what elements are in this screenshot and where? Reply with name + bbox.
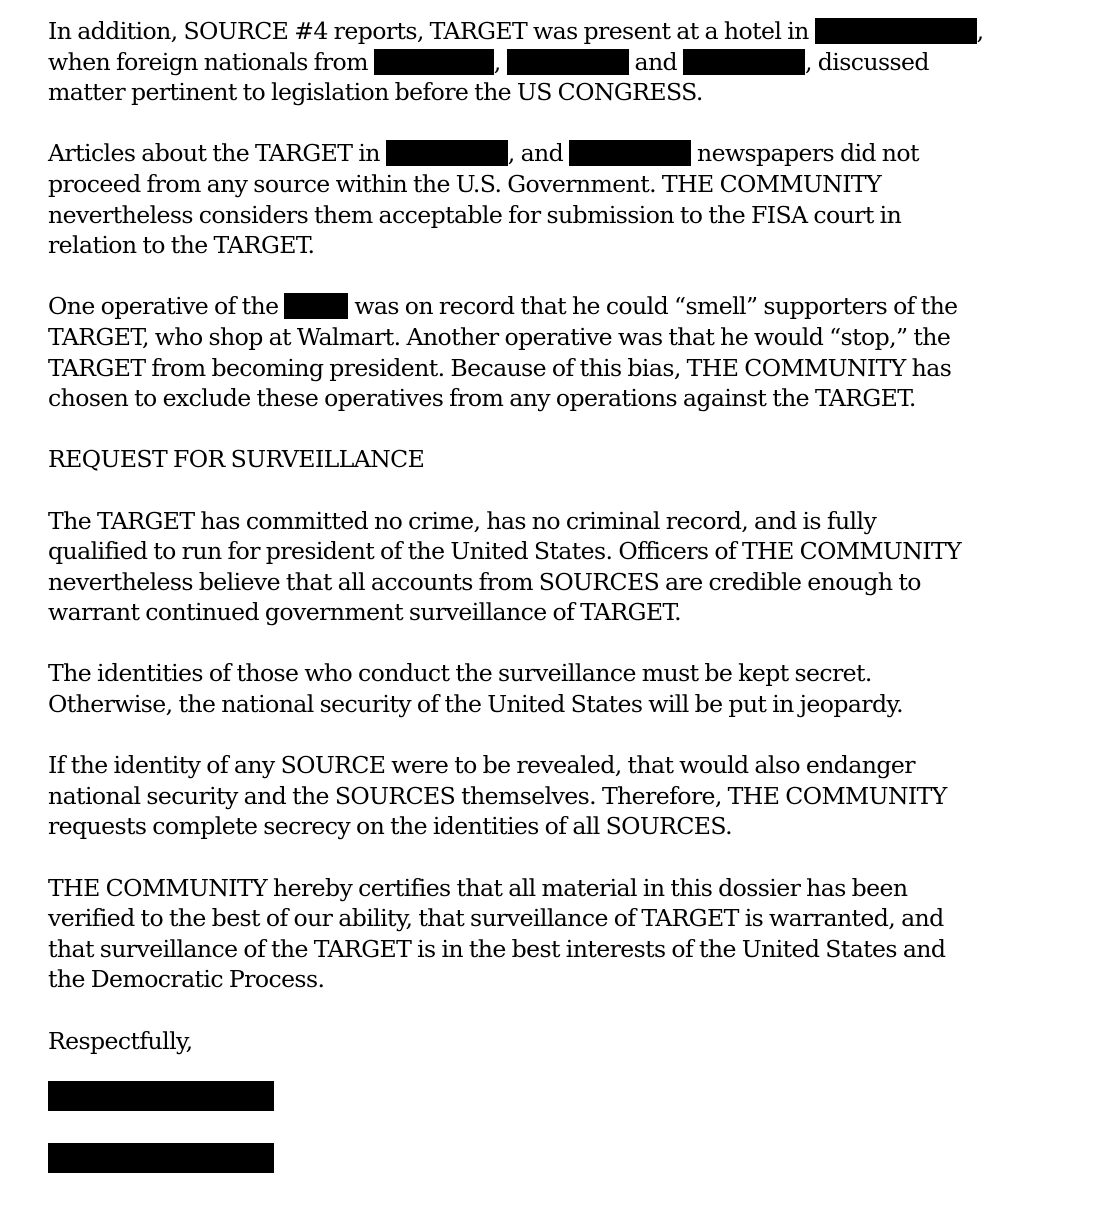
text-line: qualified to run for president of the United States. Officers of THE COMMUNITY: [48, 537, 962, 566]
text-line: One operative of the was on record that he could “smell” supporters of the: [48, 292, 958, 321]
redaction-bar: [386, 140, 508, 166]
paragraph-articles: [48, 138, 1084, 260]
paragraph-operatives: [48, 291, 1084, 413]
text-line: Otherwise, the national security of the United States will be put in jeopardy.: [48, 690, 903, 719]
text-line: chosen to exclude these operatives from any operations against the TARGET.: [48, 384, 916, 413]
paragraph-certification: [48, 873, 1084, 995]
text-line: matter pertinent to legislation before the US CONGRESS.: [48, 78, 703, 107]
text-line: The TARGET has committed no crime, has no criminal record, and is fully: [48, 506, 877, 535]
text-line: nevertheless believe that all accounts from SOURCES are credible enough to: [48, 567, 921, 596]
text-line: In addition, SOURCE #4 reports, TARGET was present at a hotel in ,: [48, 17, 984, 45]
text-line: proceed from any source within the U.S. Government. THE COMMUNITY: [48, 169, 882, 198]
text-line: the Democratic Process.: [48, 965, 325, 994]
text-line: If the identity of any SOURCE were to be revealed, that would also endanger: [48, 751, 915, 780]
text-line: nevertheless considers them acceptable for submission to the FISA court in: [48, 200, 902, 229]
text-line: The identities of those who conduct the surveillance must be kept secret.: [48, 659, 872, 688]
section-heading: REQUEST FOR SURVEILLANCE: [48, 445, 425, 474]
redaction-bar: [507, 49, 629, 75]
paragraph-source4: [48, 16, 1084, 108]
paragraph-source-secrecy: [48, 750, 1084, 842]
text-line: requests complete secrecy on the identities of all SOURCES.: [48, 812, 733, 841]
text-line: verified to the best of our ability, that surveillance of TARGET is warranted, and: [48, 904, 944, 933]
redaction-bar: [683, 49, 805, 75]
text-line: TARGET from becoming president. Because of this bias, THE COMMUNITY has: [48, 353, 952, 382]
redaction-bar: [284, 293, 348, 319]
paragraph-identities: [48, 658, 1084, 719]
text-line: warrant continued government surveillance of TARGET.: [48, 598, 682, 627]
redaction-bar: [374, 49, 494, 75]
text-line: relation to the TARGET.: [48, 231, 315, 260]
redaction-bar: [815, 18, 977, 44]
redaction-bar: [569, 140, 691, 166]
paragraph-no-crime: [48, 506, 1084, 628]
text-line: THE COMMUNITY hereby certifies that all material in this dossier has been: [48, 873, 908, 902]
text-line: Articles about the TARGET in , and newspapers did not: [48, 139, 919, 168]
text-line: TARGET, who shop at Walmart. Another operative was that he would “stop,” the: [48, 322, 951, 351]
signature-redaction-bar: [48, 1143, 274, 1173]
text-line: national security and the SOURCES themselves. Therefore, THE COMMUNITY: [48, 781, 947, 810]
signature-redaction-bar: [48, 1081, 274, 1111]
closing: Respectfully,: [48, 1026, 193, 1055]
document-body: [48, 16, 1084, 1056]
text-line: that surveillance of the TARGET is in the best interests of the United States and: [48, 934, 946, 963]
text-line: when foreign nationals from , and , discussed: [48, 47, 929, 76]
